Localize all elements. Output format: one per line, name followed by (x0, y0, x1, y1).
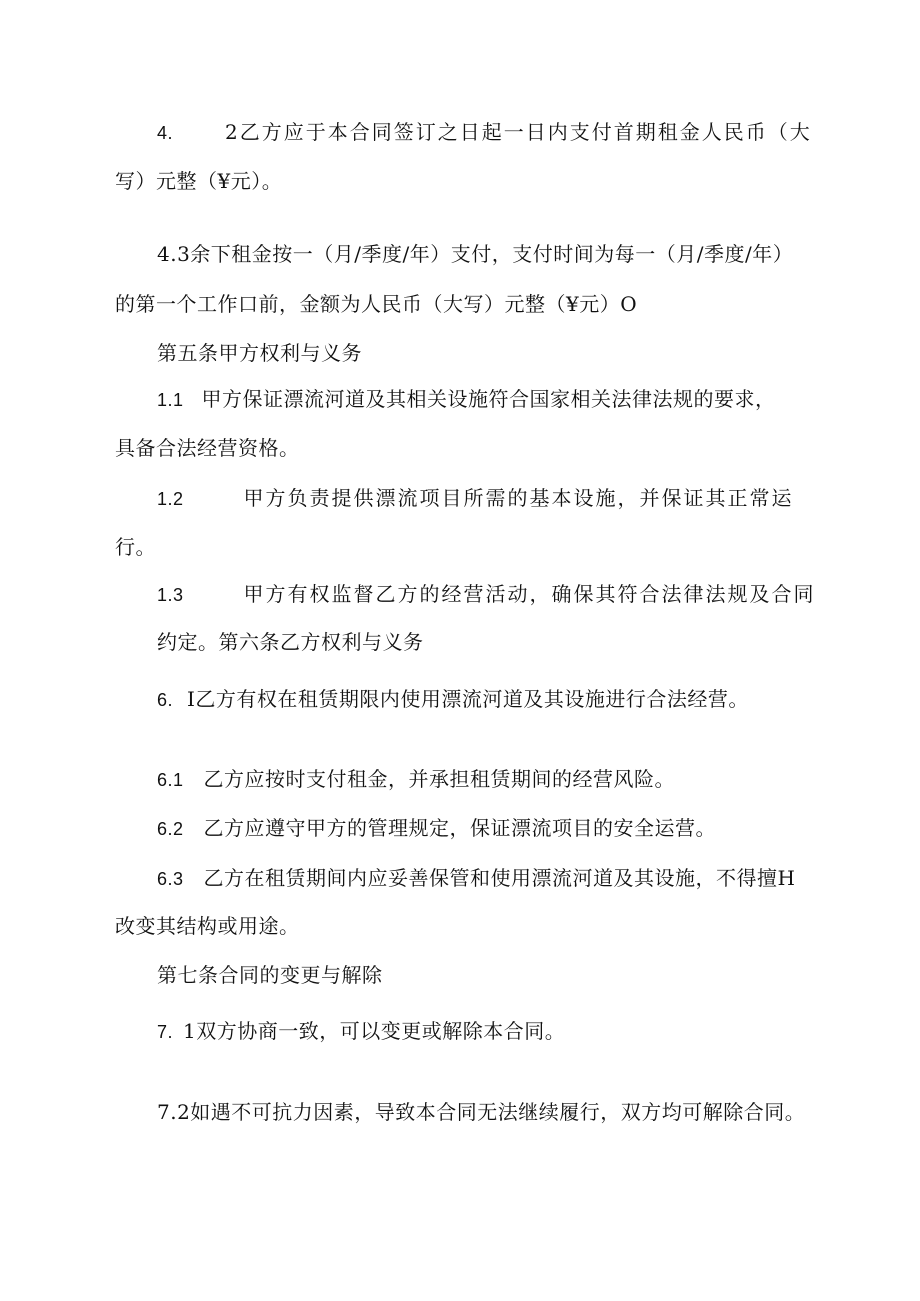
paragraph-7-1-line-1 (157, 1017, 565, 1046)
paragraph-4-3-line-1: 4.3余下租金按一（月/季度/年）支付，支付时间为每一（月/季度/年） (157, 242, 794, 266)
paragraph-1-3-line-2: 约定。第六条乙方权利与义务 (157, 630, 424, 654)
paragraph-number: 4. (157, 123, 174, 143)
paragraph-1-3-line-1 (157, 580, 816, 609)
paragraph-6-line-1 (157, 685, 749, 714)
paragraph-text: 乙方应遵守甲方的管理规定，保证漂流项目的安全运营。 (203, 816, 717, 840)
paragraph-4-2-line-1 (157, 118, 812, 147)
paragraph-text: 1双方协商一致，可以变更或解除本合同。 (183, 1019, 566, 1043)
paragraph-number: 7. (157, 1022, 174, 1042)
paragraph-text: 甲方保证漂流河道及其相关设施符合国家相关法律法规的要求， (201, 387, 776, 411)
paragraph-6-3-line-2: 改变其结构或用途。 (115, 914, 300, 938)
paragraph-text: I乙方有权在租赁期限内使用漂流河道及其设施进行合法经营。 (187, 687, 749, 711)
paragraph-6-1-line-1 (157, 765, 675, 794)
paragraph-text: 甲方有权监督乙方的经营活动，确保其符合法律法规及合同 (243, 582, 816, 606)
paragraph-number: 6.2 (157, 819, 184, 839)
article-5-heading: 第五条甲方权利与义务 (157, 341, 362, 365)
article-7-heading: 第七条合同的变更与解除 (157, 963, 383, 987)
paragraph-6-2-line-1 (157, 814, 716, 843)
paragraph-4-3-line-2: 的第一个工作口前，金额为人民币（大写）元整（¥元）O (115, 292, 638, 316)
paragraph-1-2-line-2: 行。 (115, 535, 156, 559)
paragraph-7-2-line-1: 7.2如遇不可抗力因素，导致本合同无法继续履行，双方均可解除合同。 (157, 1100, 806, 1124)
paragraph-text: 乙方应按时支付租金，并承担租赁期间的经营风险。 (203, 767, 676, 791)
paragraph-1-1-line-2: 具备合法经营资格。 (115, 436, 300, 460)
paragraph-6-3-line-1 (157, 864, 795, 893)
paragraph-4-2-line-2: 写）元整（¥元）。 (115, 169, 283, 193)
paragraph-number: 6. (157, 690, 174, 710)
paragraph-number: 1.2 (157, 489, 184, 509)
paragraph-1-2-line-1 (157, 484, 794, 513)
paragraph-number: 1.1 (157, 390, 184, 410)
paragraph-number: 6.1 (157, 770, 184, 790)
paragraph-text: 甲方负责提供漂流项目所需的基本设施，并保证其正常运 (243, 486, 794, 510)
paragraph-text: 2乙方应于本合同签订之日起一日内支付首期租金人民币（大 (225, 120, 812, 144)
paragraph-text: 乙方在租赁期间内应妥善保管和使用漂流河道及其设施，不得擅H (203, 866, 796, 890)
paragraph-number: 1.3 (157, 585, 184, 605)
paragraph-1-1-line-1 (157, 385, 776, 414)
paragraph-number: 6.3 (157, 869, 184, 889)
